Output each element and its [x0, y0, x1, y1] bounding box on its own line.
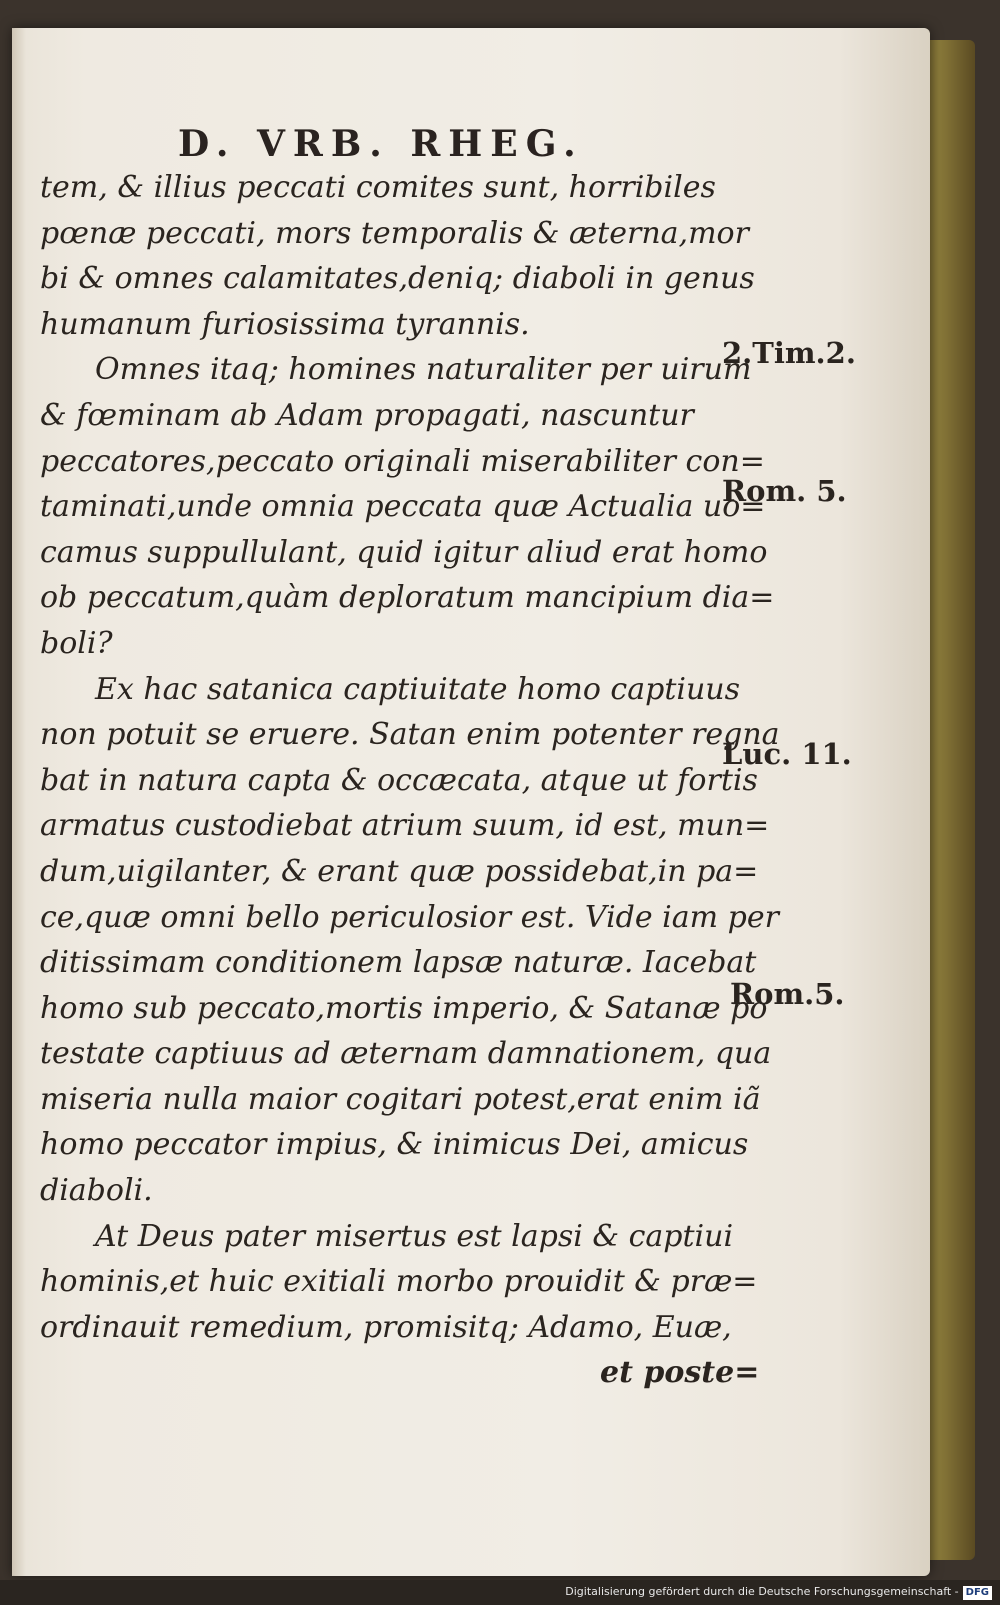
text-line: homo sub peccato,mortis imperio, & Satanæ po: [40, 990, 768, 1026]
text-line: non potuit se eruere. Satan enim potenter regna: [40, 717, 780, 753]
text-line: humanum furiosissima tyrannis.: [40, 306, 530, 342]
text-line: boli?: [40, 625, 113, 661]
marginal-note: 2.Tim.2.: [722, 336, 856, 370]
dfg-logo: DFG: [963, 1586, 992, 1600]
text-line: bat in natura capta & occæcata, atque ut fortis: [40, 762, 758, 798]
text-line: peccatores,peccato originali miserabiliter con=: [40, 443, 765, 479]
marginal-note: Rom. 5.: [722, 474, 847, 508]
text-line: pœnæ peccati, mors temporalis & æterna,mor: [40, 215, 749, 251]
marginal-note: Luc. 11.: [722, 737, 852, 771]
body-text: [40, 165, 780, 1396]
text-line: ob peccatum,quàm deploratum mancipium dia=: [40, 580, 775, 616]
text-line: taminati,unde omnia peccata quæ Actualia uo=: [40, 489, 766, 525]
catchword: et poste=: [600, 1355, 760, 1391]
running-head: D. VRB. RHEG.: [178, 123, 584, 165]
text-line: tem, & illius peccati comites sunt, horribiles: [40, 170, 716, 205]
text-line: bi & omnes calamitates,deniq; diaboli in genus: [40, 261, 755, 297]
text-line: ditissimam conditionem lapsæ naturæ. Iacebat: [40, 945, 757, 981]
text-line: diaboli.: [40, 1173, 153, 1209]
footer-credit-text: Digitalisierung gefördert durch die Deutsche Forschungsgemeinschaft -: [565, 1585, 959, 1598]
text-line: Omnes itaq; homines naturaliter per uirum: [95, 352, 752, 388]
text-line: camus suppullulant, quid igitur aliud erat homo: [40, 534, 768, 570]
text-line: ordinauit remedium, promisitq; Adamo, Euæ,: [40, 1309, 732, 1345]
text-line: hominis,et huic exitiali morbo prouidit & præ=: [40, 1264, 758, 1300]
text-line: At Deus pater misertus est lapsi & captiui: [95, 1218, 734, 1254]
text-line: & fœminam ab Adam propagati, nascuntur: [40, 397, 694, 433]
page-gutter-shadow: [12, 28, 26, 1576]
text-line: Ex hac satanica captiuitate homo captiuus: [95, 671, 741, 707]
footer-credit: [0, 1582, 992, 1602]
marginal-note: Rom.5.: [730, 977, 845, 1011]
text-line: miseria nulla maior cogitari potest,erat enim iã: [40, 1081, 761, 1117]
text-line: ce,quæ omni bello periculosior est. Vide iam per: [40, 899, 779, 935]
text-line: homo peccator impius, & inimicus Dei, amicus: [40, 1127, 749, 1163]
text-line: dum,uigilanter, & erant quæ possidebat,in pa=: [40, 853, 759, 889]
text-line: testate captiuus ad æternam damnationem, qua: [40, 1036, 772, 1072]
text-line: armatus custodiebat atrium suum, id est, mun=: [40, 808, 770, 844]
